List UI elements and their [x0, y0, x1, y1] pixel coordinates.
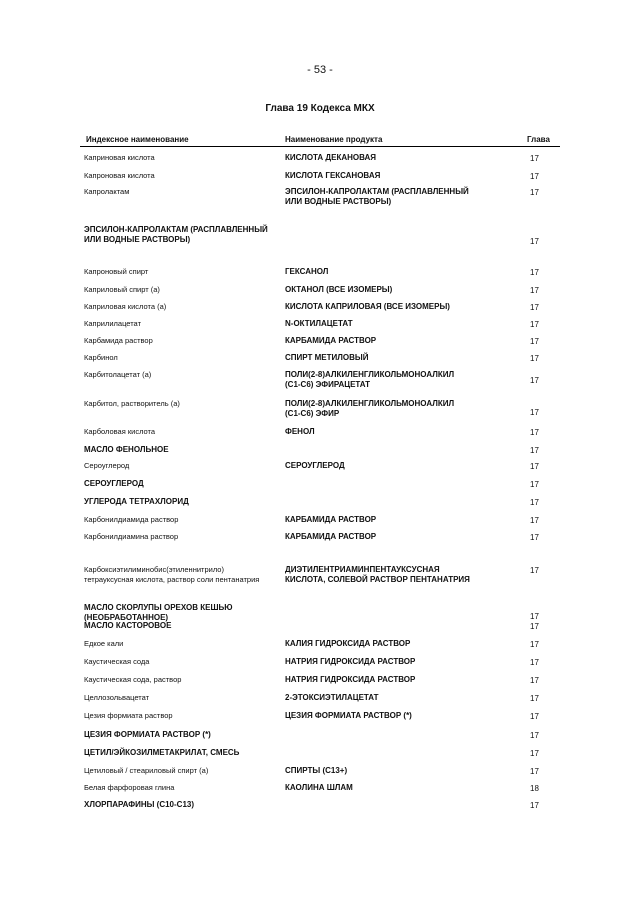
product-name-cell: N-ОКТИЛАЦЕТАТ: [285, 319, 353, 328]
index-name-cell: Капролактам: [84, 187, 130, 196]
index-name-cell: ЭПСИЛОН-КАПРОЛАКТАМ (РАСПЛАВЛЕННЫЙ ИЛИ ВОДНЫЕ РАСТВОРЫ): [84, 225, 268, 244]
index-name-cell: Карбитолацетат (а): [84, 370, 152, 379]
chapter-cell: 17: [530, 480, 539, 489]
index-name-cell: СЕРОУГЛЕРОД: [84, 479, 144, 488]
chapter-cell: 17: [530, 237, 539, 246]
index-name-cell: Каприновая кислота: [84, 153, 155, 162]
header-index-name: Индексное наименование: [86, 135, 189, 144]
chapter-cell: 17: [530, 801, 539, 810]
chapter-cell: 17: [530, 337, 539, 346]
index-name-cell: МАСЛО СКОРЛУПЫ ОРЕХОВ КЕШЬЮ (НЕОБРАБОТАННОЕ): [84, 603, 233, 622]
index-name-cell: Капроновая кислота: [84, 171, 155, 180]
product-name-cell: СЕРОУГЛЕРОД: [285, 461, 345, 470]
index-name-cell: МАСЛО ФЕНОЛЬНОЕ: [84, 445, 169, 454]
chapter-cell: 17: [530, 731, 539, 740]
chapter-cell: 17: [530, 268, 539, 277]
index-name-cell: Белая фарфоровая глина: [84, 783, 175, 792]
index-name-cell: ЦЕЗИЯ ФОРМИАТА РАСТВОР (*): [84, 730, 211, 739]
chapter-cell: 17: [530, 428, 539, 437]
chapter-cell: 17: [530, 462, 539, 471]
chapter-cell: 17: [530, 516, 539, 525]
chapter-cell: 17: [530, 376, 539, 385]
chapter-cell: 17: [530, 354, 539, 363]
index-name-cell: Каустическая сода: [84, 657, 150, 666]
product-name-cell: ОКТАНОЛ (ВСЕ ИЗОМЕРЫ): [285, 285, 393, 294]
chemical-index-table: [80, 134, 560, 810]
chapter-cell: 17: [530, 640, 539, 649]
chapter-cell: 17: [530, 446, 539, 455]
chapter-cell: 17: [530, 612, 539, 621]
product-name-cell: ПОЛИ(2-8)АЛКИЛЕНГЛИКОЛЬМОНОАЛКИЛ (С1-С6) ЭФИРАЦЕТАТ: [285, 370, 455, 389]
table-header: [80, 134, 560, 147]
index-name-cell: Карбинол: [84, 353, 118, 362]
product-name-cell: КИСЛОТА ГЕКСАНОВАЯ: [285, 171, 381, 180]
chapter-cell: 17: [530, 320, 539, 329]
chapter-cell: 17: [530, 749, 539, 758]
product-name-cell: СПИРТ МЕТИЛОВЫЙ: [285, 353, 369, 362]
product-name-cell: ЦЕЗИЯ ФОРМИАТА РАСТВОР (*): [285, 711, 412, 720]
product-name-cell: НАТРИЯ ГИДРОКСИДА РАСТВОР: [285, 675, 416, 684]
product-name-cell: ПОЛИ(2-8)АЛКИЛЕНГЛИКОЛЬМОНОАЛКИЛ (С1-С6) ЭФИР: [285, 399, 455, 418]
product-name-cell: КАРБАМИДА РАСТВОР: [285, 336, 377, 345]
product-name-cell: ФЕНОЛ: [285, 427, 315, 436]
index-name-cell: ХЛОРПАРАФИНЫ (С10-С13): [84, 800, 194, 809]
product-name-cell: КИСЛОТА ДЕКАНОВАЯ: [285, 153, 377, 162]
header-chapter: Глава: [527, 135, 550, 144]
chapter-cell: 17: [530, 188, 539, 197]
index-name-cell: Едкое кали: [84, 639, 124, 648]
index-name-cell: Карбитол, растворитель (а): [84, 399, 180, 408]
product-name-cell: ГЕКСАНОЛ: [285, 267, 329, 276]
chapter-cell: 17: [530, 498, 539, 507]
chapter-cell: 17: [530, 154, 539, 163]
index-name-cell: МАСЛО КАСТОРОВОЕ: [84, 621, 172, 630]
product-name-cell: СПИРТЫ (С13+): [285, 766, 348, 775]
index-name-cell: Цетиловый / стеариловый спирт (а): [84, 766, 209, 775]
chapter-cell: 17: [530, 676, 539, 685]
chapter-cell: 17: [530, 533, 539, 542]
chapter-cell: 17: [530, 172, 539, 181]
product-name-cell: 2-ЭТОКСИЭТИЛАЦЕТАТ: [285, 693, 379, 702]
index-name-cell: Карбамида раствор: [84, 336, 153, 345]
chapter-cell: 17: [530, 712, 539, 721]
product-name-cell: НАТРИЯ ГИДРОКСИДА РАСТВОР: [285, 657, 416, 666]
chapter-cell: 17: [530, 286, 539, 295]
index-name-cell: Карбонилдиамина раствор: [84, 532, 179, 541]
chapter-cell: 17: [530, 566, 539, 575]
index-name-cell: Сероуглерод: [84, 461, 130, 470]
product-name-cell: ДИЭТИЛЕНТРИАМИНПЕНТАУКСУСНАЯ КИСЛОТА, СОЛЕВОЙ РАСТВОР ПЕНТАНАТРИЯ: [285, 565, 470, 584]
product-name-cell: ЭПСИЛОН-КАПРОЛАКТАМ (РАСПЛАВЛЕННЫЙ ИЛИ ВОДНЫЕ РАСТВОРЫ): [285, 187, 469, 206]
index-name-cell: Цезия формиата раствор: [84, 711, 173, 720]
index-name-cell: УГЛЕРОДА ТЕТРАХЛОРИД: [84, 497, 189, 506]
page-title: Глава 19 Кодекса МКХ: [265, 103, 375, 114]
index-name-cell: Каприловая кислота (а): [84, 302, 167, 311]
header-product-name: Наименование продукта: [285, 135, 383, 144]
chapter-cell: 17: [530, 767, 539, 776]
chapter-cell: 17: [530, 658, 539, 667]
product-name-cell: КАРБАМИДА РАСТВОР: [285, 532, 377, 541]
chapter-cell: 17: [530, 303, 539, 312]
chapter-cell: 17: [530, 694, 539, 703]
index-name-cell: Целлозольвацетат: [84, 693, 150, 702]
index-name-cell: Карбоксиэтилиминобис(этиленнитрило) тетрауксусная кислота, раствор соли пентанатрия: [84, 565, 260, 584]
index-name-cell: Карболовая кислота: [84, 427, 156, 436]
index-name-cell: Каустическая сода, раствор: [84, 675, 182, 684]
product-name-cell: КАОЛИНА ШЛАМ: [285, 783, 353, 792]
product-name-cell: КИСЛОТА КАПРИЛОВАЯ (ВСЕ ИЗОМЕРЫ): [285, 302, 450, 311]
page-number: - 53 -: [307, 64, 333, 76]
index-name-cell: Карбонилдиамида раствор: [84, 515, 179, 524]
chapter-cell: 17: [530, 622, 539, 631]
index-name-cell: Капроновый спирт: [84, 267, 149, 276]
product-name-cell: КАЛИЯ ГИДРОКСИДА РАСТВОР: [285, 639, 411, 648]
chapter-cell: 18: [530, 784, 539, 793]
index-name-cell: ЦЕТИЛ/ЭЙКОЗИЛМЕТАКРИЛАТ, СМЕСЬ: [84, 748, 240, 757]
index-name-cell: Каприлилацетат: [84, 319, 142, 328]
index-name-cell: Каприловый спирт (а): [84, 285, 160, 294]
product-name-cell: КАРБАМИДА РАСТВОР: [285, 515, 377, 524]
chapter-cell: 17: [530, 408, 539, 417]
